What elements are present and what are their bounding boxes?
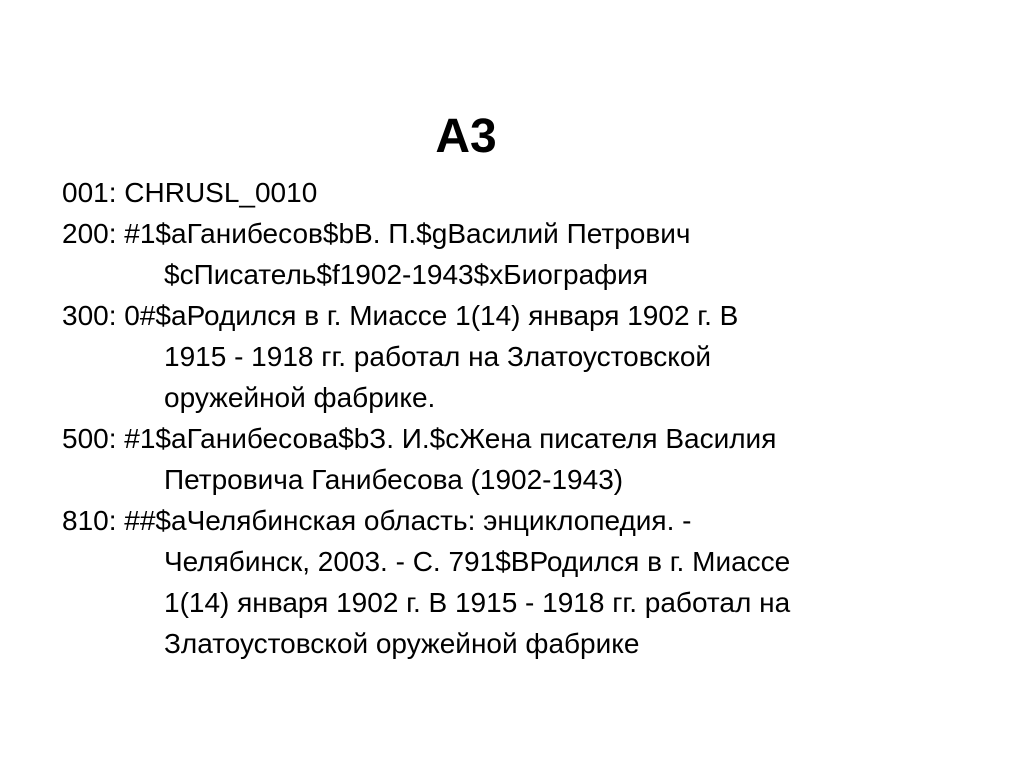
- field-line: 500: #1$aГанибесова$bЗ. И.$cЖена писателя Василия: [62, 423, 777, 454]
- field-300: [62, 295, 992, 418]
- field-001: [62, 172, 992, 213]
- field-line-continuation: 1(14) января 1902 г. В 1915 - 1918 гг. работал на: [164, 587, 791, 618]
- field-line-continuation: Петровича Ганибесова (1902-1943): [164, 464, 624, 495]
- field-200: [62, 213, 992, 295]
- record-fields: [62, 172, 992, 664]
- field-line: 200: #1$aГанибесов$bВ. П.$gВасилий Петрович: [62, 218, 691, 249]
- field-line-continuation: 1915 - 1918 гг. работал на Златоустовской: [164, 341, 712, 372]
- field-line: 001: CHRUSL_0010: [62, 177, 318, 208]
- field-line-continuation: оружейной фабрике.: [164, 382, 436, 413]
- field-810: [62, 500, 992, 664]
- field-line-continuation: $cПисатель$f1902-1943$xБиография: [164, 259, 648, 290]
- slide-title: A3: [435, 110, 497, 163]
- field-line-continuation: Челябинск, 2003. - С. 791$BРодился в г. Миассе: [164, 546, 791, 577]
- field-line: 300: 0#$aРодился в г. Миассе 1(14) января 1902 г. В: [62, 300, 739, 331]
- field-line: 810: ##$aЧелябинская область: энциклопедия. -: [62, 505, 692, 536]
- field-line-continuation: Златоустовской оружейной фабрике: [164, 628, 640, 659]
- field-500: [62, 418, 992, 500]
